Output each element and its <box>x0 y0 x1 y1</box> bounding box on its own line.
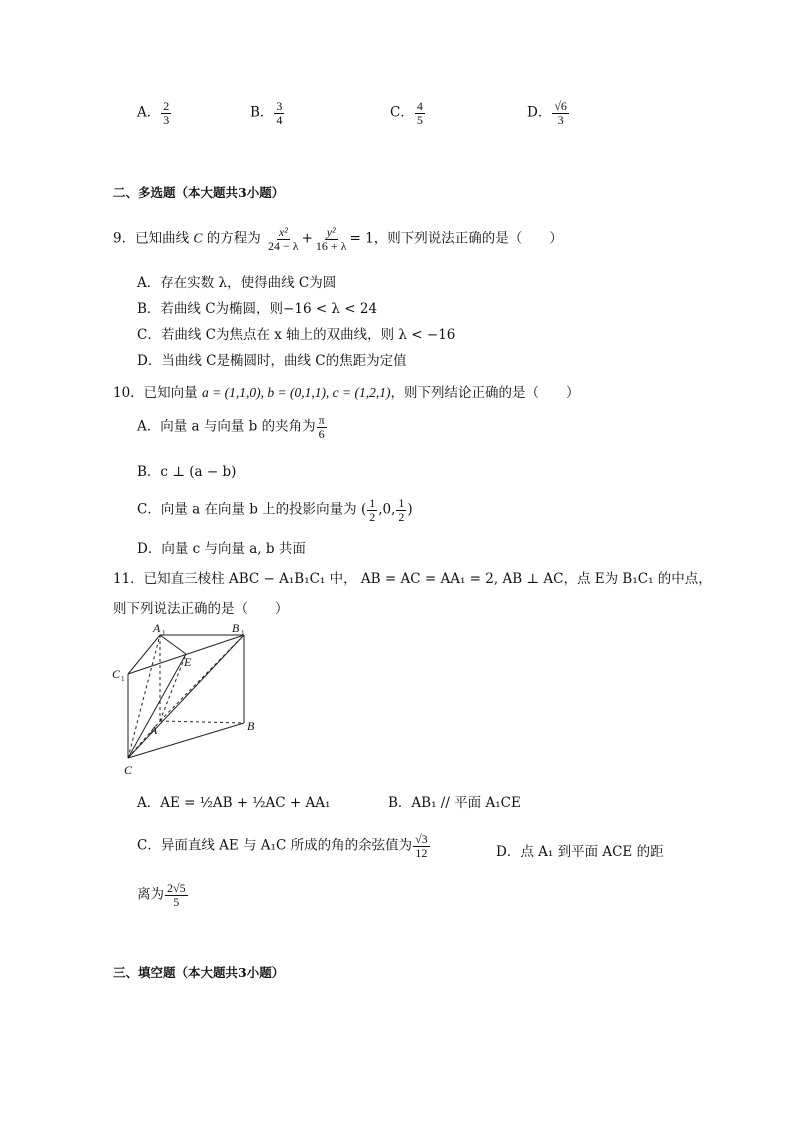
q11-option-c: C．异面直线 AE 与 A₁C 所成的角的余弦值为 $\frac{√3}{12}$ <box>137 832 428 860</box>
section-heading-fill-blank: 三、填空题（本大题共3小题） <box>113 965 285 980</box>
label-a1: A <box>153 621 161 635</box>
label-b1: B <box>232 621 240 635</box>
label-b: B <box>247 719 255 733</box>
q8-option-a: A． $\frac{2}{3}$ <box>137 99 170 127</box>
label-c: C <box>124 763 133 777</box>
q11-stem-line1: 11．已知直三棱柱 ABC − A₁B₁C₁ 中， AB = AC = AA₁ = 2, AB ⊥ AC，点 E为 B₁C₁ 的中点， <box>113 571 712 587</box>
q9-stem: 9．已知曲线 C 的方程为 $\frac{\text{x²}}{24 - \lambda}$ + $\frac{\text{y²}}{16 + \lambda}$ = 1，则下列说法正确的是（ ） <box>113 225 563 253</box>
svg-text:1: 1 <box>241 629 245 637</box>
q9-option-b: B．若曲线 C为椭圆，则−16 < λ < 24 <box>137 301 378 317</box>
svg-text:1: 1 <box>162 629 166 637</box>
svg-text:1: 1 <box>121 675 125 683</box>
prism-figure <box>108 618 278 778</box>
label-c1: C <box>112 667 121 681</box>
q11-option-d-cont: 离为 $\frac{2√5}{5}$ <box>137 881 186 909</box>
label-e: E <box>184 655 192 669</box>
q10-option-c: C．向量 a 在向量 b 上的投影向量为 ( $\frac{1}{2}$ ,0, $\frac{1}{2}$ ) <box>137 496 413 524</box>
q10-option-b: B．c ⊥ (a − b) <box>137 464 237 480</box>
section-heading-multi-choice: 二、多选题（本大题共3小题） <box>113 185 285 200</box>
q11-option-d: D．点 A₁ 到平面 ACE 的距 <box>496 844 664 860</box>
q8-option-d: D． $\frac{√6}{3}$ <box>527 99 567 127</box>
label-a: A <box>150 723 158 737</box>
q11-stem-line2: 则下列说法正确的是（ ） <box>113 601 289 617</box>
q8-option-c: C． $\frac{4}{5}$ <box>390 99 423 127</box>
q10-stem: 10．已知向量 a = (1,1,0), b = (0,1,1), c = (1,2,1)，则下列结论正确的是（ ） <box>113 385 580 401</box>
q8-option-b: B． $\frac{3}{4}$ <box>250 99 283 127</box>
q10-option-a: A．向量 a 与向量 b 的夹角为 $\frac{\pi}{6}$ <box>137 413 325 441</box>
q9-option-d: D．当曲线 C是椭圆时，曲线 C的焦距为定值 <box>137 353 407 369</box>
q11-option-a: A．AE = ½AB + ½AC + AA₁ <box>137 795 331 811</box>
q9-option-a: A．存在实数 λ，使得曲线 C为圆 <box>137 275 337 291</box>
q11-option-b: B．AB₁ // 平面 A₁CE <box>388 795 521 811</box>
q9-option-c: C．若曲线 C为焦点在 x 轴上的双曲线，则 λ < −16 <box>137 327 456 343</box>
q10-option-d: D．向量 c 与向量 a, b 共面 <box>137 541 306 557</box>
